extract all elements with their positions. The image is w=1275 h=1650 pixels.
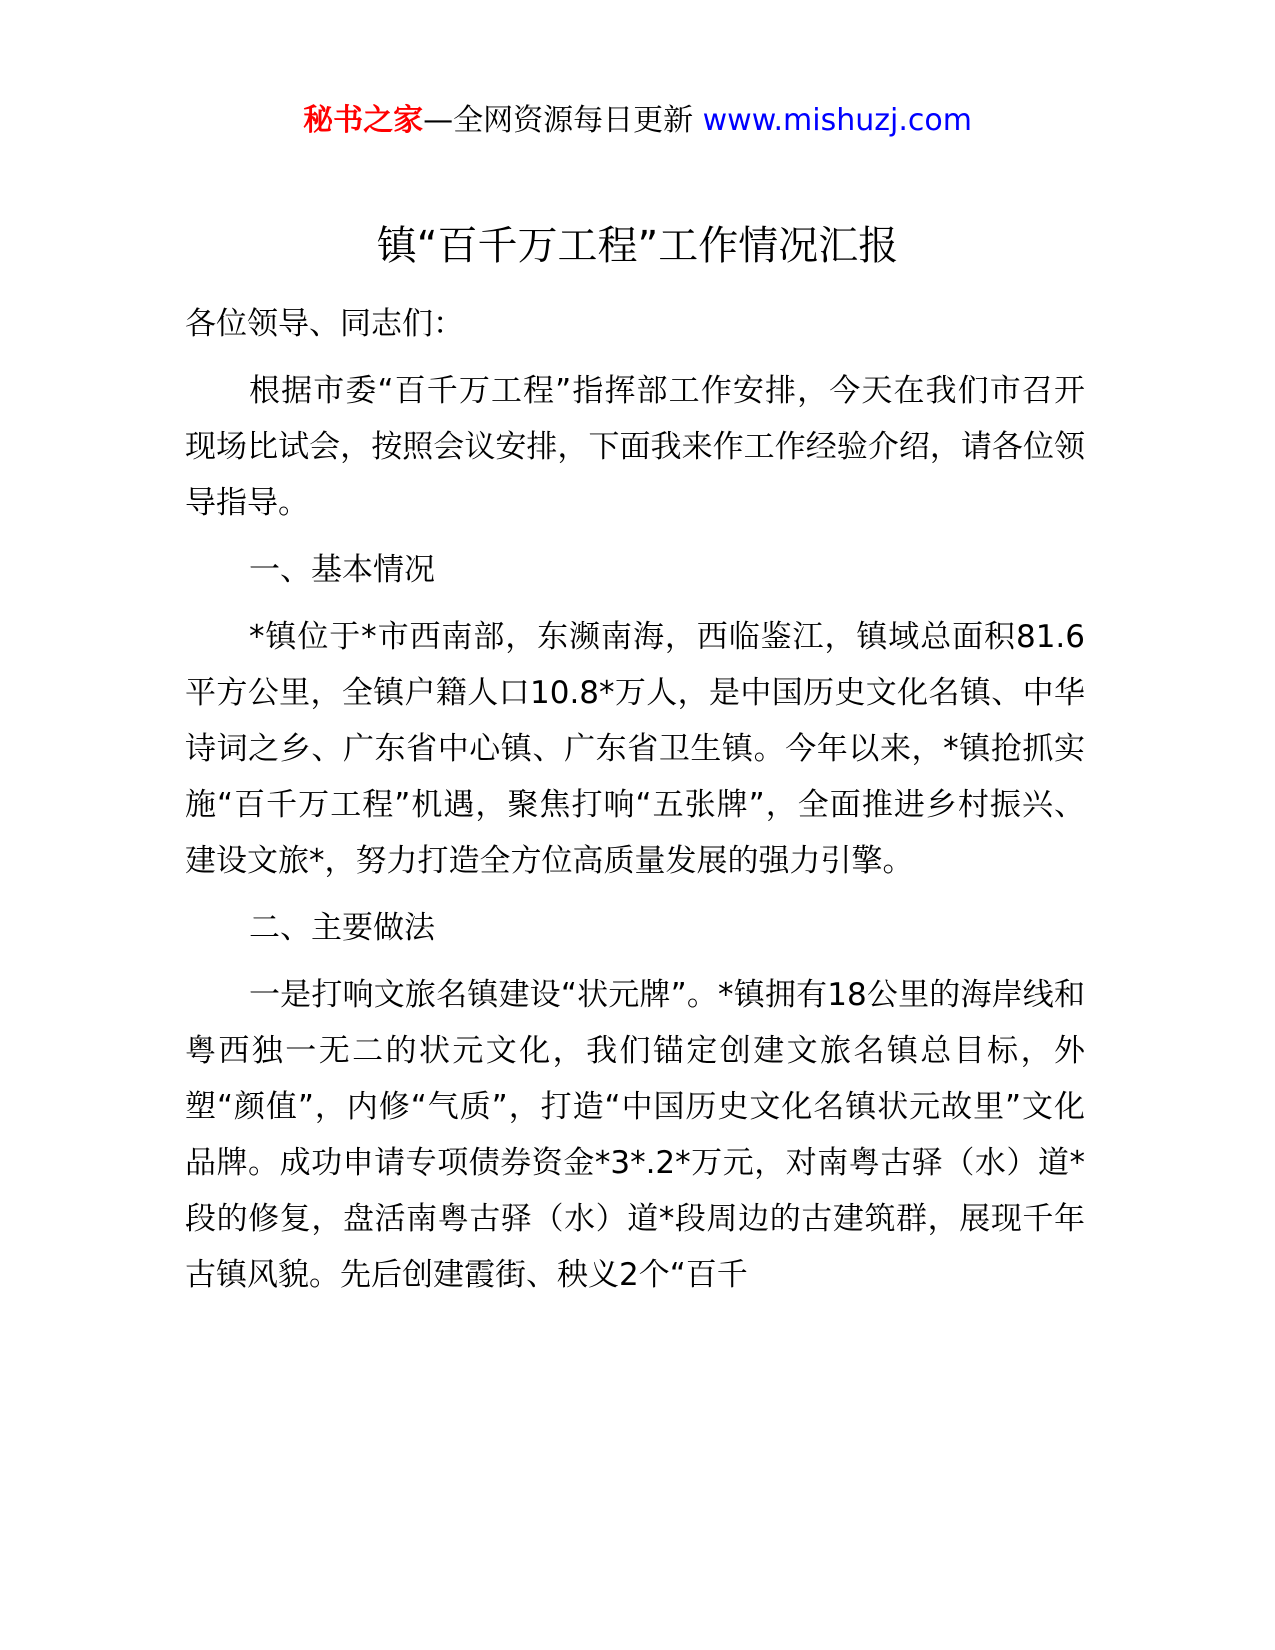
- paragraph-practice-one: 一是打响文旅名镇建设“状元牌”。*镇拥有18公里的海岸线和粤西独一无二的状元文化，我们锚定创建文旅名镇总目标，外塑“颜值”，内修“气质”，打造“中国历史文化名镇状元故里”文化品牌。成功申请专项债券资金*3*.2*万元，对南粤古驿（水）道*段的修复，盘活南粤古驿（水）道*段周边的古建筑群，展现千年古镇风貌。先后创建霞街、秧义2个“百千: [185, 977, 1085, 1293]
- document-title: 镇“百千万工程”工作情况汇报: [376, 223, 899, 269]
- site-url-link[interactable]: www.mishuzj.com: [702, 103, 972, 138]
- site-brand: 秘书之家: [303, 103, 424, 138]
- salutation: 各位领导、同志们：: [185, 306, 464, 342]
- site-tagline: —全网资源每日更新: [423, 103, 694, 138]
- section-heading-basic: 一、基本情况: [249, 552, 435, 588]
- site-header: [0, 98, 1275, 144]
- paragraph-basic-situation: *镇位于*市西南部，东濒南海，西临鉴江，镇域总面积81.6平方公里，全镇户籍人口10.8*万人，是中国历史文化名镇、中华诗词之乡、广东省中心镇、广东省卫生镇。今年以来，*镇抢抓实施“百千万工程”机遇，聚焦打响“五张牌”，全面推进乡村振兴、建设文旅*，努力打造全方位高质量发展的强力引擎。: [185, 619, 1085, 879]
- document-body: [185, 296, 1085, 1314]
- section-heading-practices: 二、主要做法: [249, 910, 435, 946]
- paragraph-intro: 根据市委“百千万工程”指挥部工作安排，今天在我们市召开现场比试会，按照会议安排，下面我来作工作经验介绍，请各位领导指导。: [185, 373, 1085, 521]
